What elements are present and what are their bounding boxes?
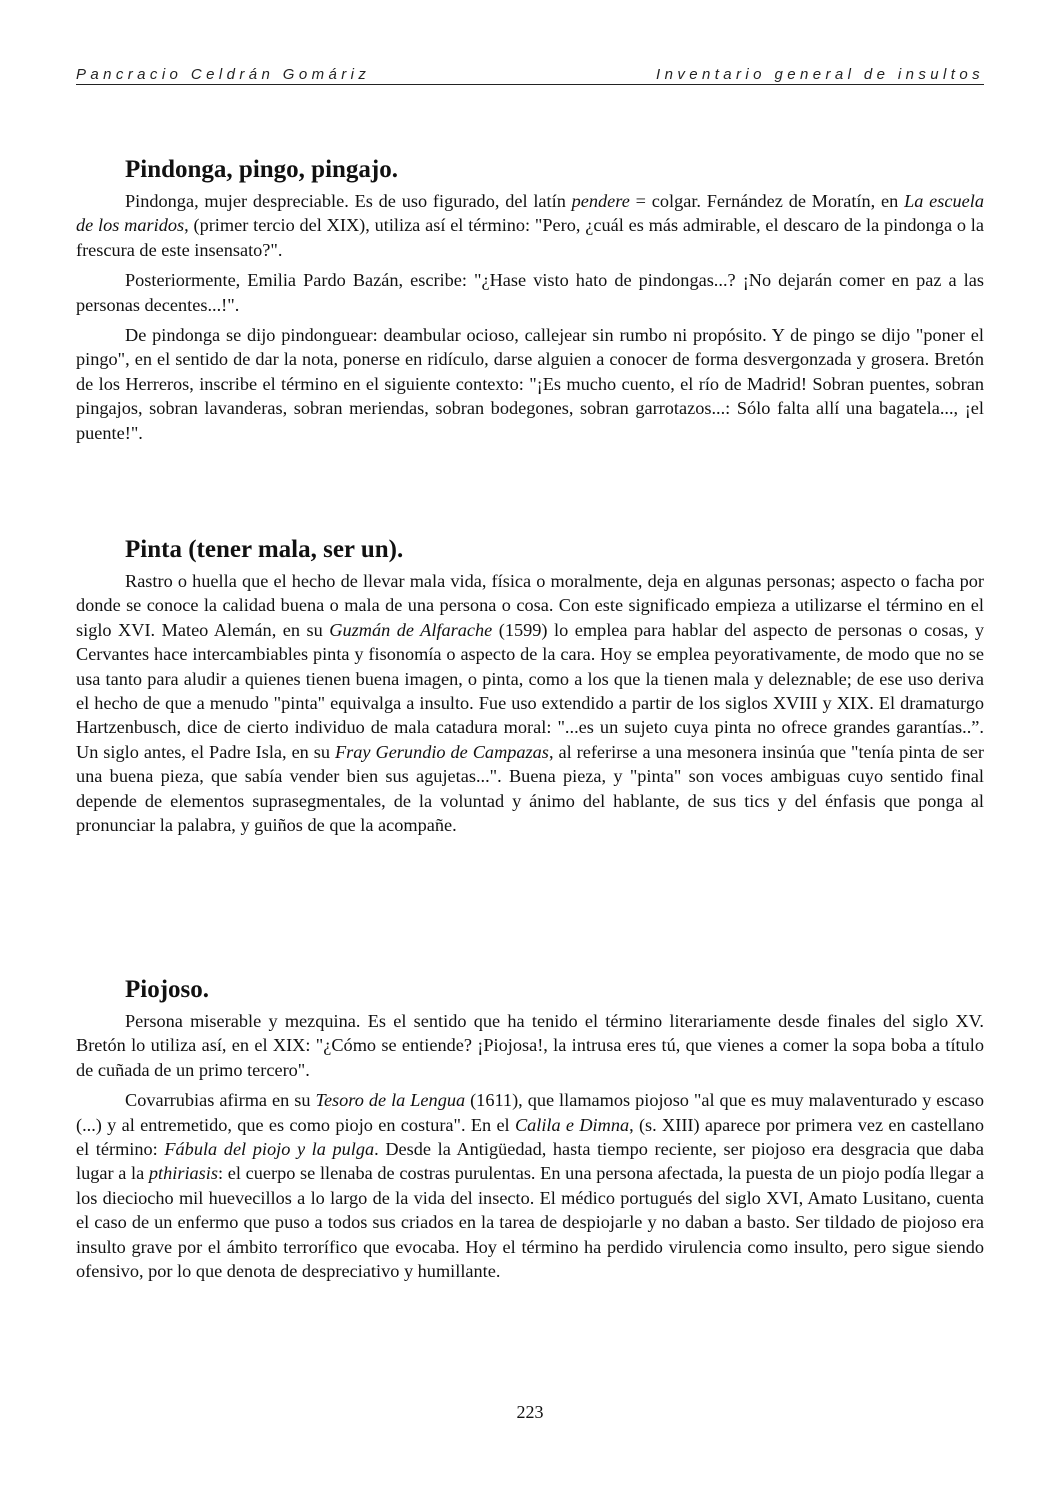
entry-paragraph: Rastro o huella que el hecho de llevar mala vida, física o moralmente, deja en algunas personas; aspecto o facha por donde se conoce la calidad buena o mala de una persona o cosa. Con este significado empieza a utilizarse el término en el siglo XVI. Mateo Alemán, en su Guzmán de Alfarache (1599) lo emplea para hablar del aspecto de personas o cosas, y Cervantes hace intercambiables pinta y fisonomía o aspecto de la cara. Hoy se emplea peyorativamente, de modo que no se usa tanto para aludir a quienes tienen buena imagen, o pinta, como a los que la tienen mala y deleznable; de ese uso deriva el hecho de que a menudo "pinta" equivalga a insulto. Fue uso extendido a partir de los siglos XVIII y XIX. El dramaturgo Hartzenbusch, dice de cierto individuo de mala catadura moral: "...es un sujeto cuya pinta no ofrece grandes garantías..”. Un siglo antes, el Padre Isla, en su Fray Gerundio de Campazas, al referirse a una mesonera insinúa que "tenía pinta de ser una buena pieza, que sabía vender bien sus agujetas...". Buena pieza, y "pinta" son voces ambiguas cuyo sentido final depende de elementos suprasegmentales, de la voluntad y ánimo del hablante, de sus tics y del énfasis que ponga al pronunciar la palabra, y guiños de que la acompañe. (76, 571, 985, 836)
entry-paragraph: Covarrubias afirma en su Tesoro de la Lengua (1611), que llamamos piojoso "al que es muy malaventurado y escaso (...) y al entremetido, que es como piojo en costura". En el Calila e Dimna, (s. XIII) aparece por primera vez en castellano el término: Fábula del piojo y la pulga. Desde la Antigüedad, hasta tiempo reciente, ser piojoso era desgracia que daba lugar a la pthiriasis: el cuerpo se llenaba de costras purulentas. En una persona afectada, la puesta de un piojo podía llegar a los dieciocho mil huevecillos a lo largo de la vida del insecto. El médico portugués del siglo XVI, Amato Lusitano, cuenta el caso de un enfermo que puso a todos sus criados en la tarea de despiojarle y no daban a basto. Ser tildado de piojoso era insulto grave por el ámbito terrorífico que evocaba. Hoy el término ha perdido virulencia como insulto, pero sigue siendo ofensivo, por lo que denota de despreciativo y humillante. (76, 1090, 985, 1282)
entry-title: Pinta (tener mala, ser un). (125, 536, 404, 563)
header-book-title: Inventario general de insultos (656, 66, 984, 83)
entry-paragraph: De pindonga se dijo pindonguear: deambular ocioso, callejear sin rumbo ni propósito. Y de pingo se dijo "poner el pingo", en el sentido de dar la nota, ponerse en ridículo, darse alguien a conocer de forma desvergonzada y grosera. Bretón de los Herreros, inscribe el término en el siguiente contexto: "¡Es mucho cuento, el río de Madrid! Sobran puentes, sobran pingajos, sobran lavanderas, sobran meriendas, sobran bodegones, sobran garrotazos...: Sólo falta allí una bagatela..., ¡el puente!". (76, 325, 984, 443)
page-number: 223 (516, 1402, 544, 1422)
entry-pindonga (76, 155, 984, 451)
entry-pinta (76, 535, 984, 843)
entry-paragraph: Persona miserable y mezquina. Es el sentido que ha tenido el término literariamente desde finales del siglo XV. Bretón lo utiliza así, en el XIX: "¿Cómo se entiende? ¡Piojosa!, la intrusa eres tú, que vienes a comer la sopa boba a título de cuñada de un primo tercero". (76, 1011, 984, 1080)
header-author: Pancracio Celdrán Gomáriz (76, 66, 371, 83)
running-header (76, 66, 984, 85)
entry-paragraph: Posteriormente, Emilia Pardo Bazán, escribe: "¿Hase visto hato de pindongas...? ¡No dejarán comer en paz a las personas decentes...!". (76, 270, 984, 315)
entry-title: Piojoso. (125, 976, 210, 1003)
entry-paragraph: Pindonga, mujer despreciable. Es de uso figurado, del latín pendere = colgar. Fernández de Moratín, en La escuela de los maridos, (primer tercio del XIX), utiliza así el término: "Pero, ¿cuál es más admirable, el descaro de la pindonga o la frescura de este insensato?". (76, 191, 984, 260)
entry-piojoso (76, 975, 984, 1289)
entry-title: Pindonga, pingo, pingajo. (125, 156, 399, 183)
